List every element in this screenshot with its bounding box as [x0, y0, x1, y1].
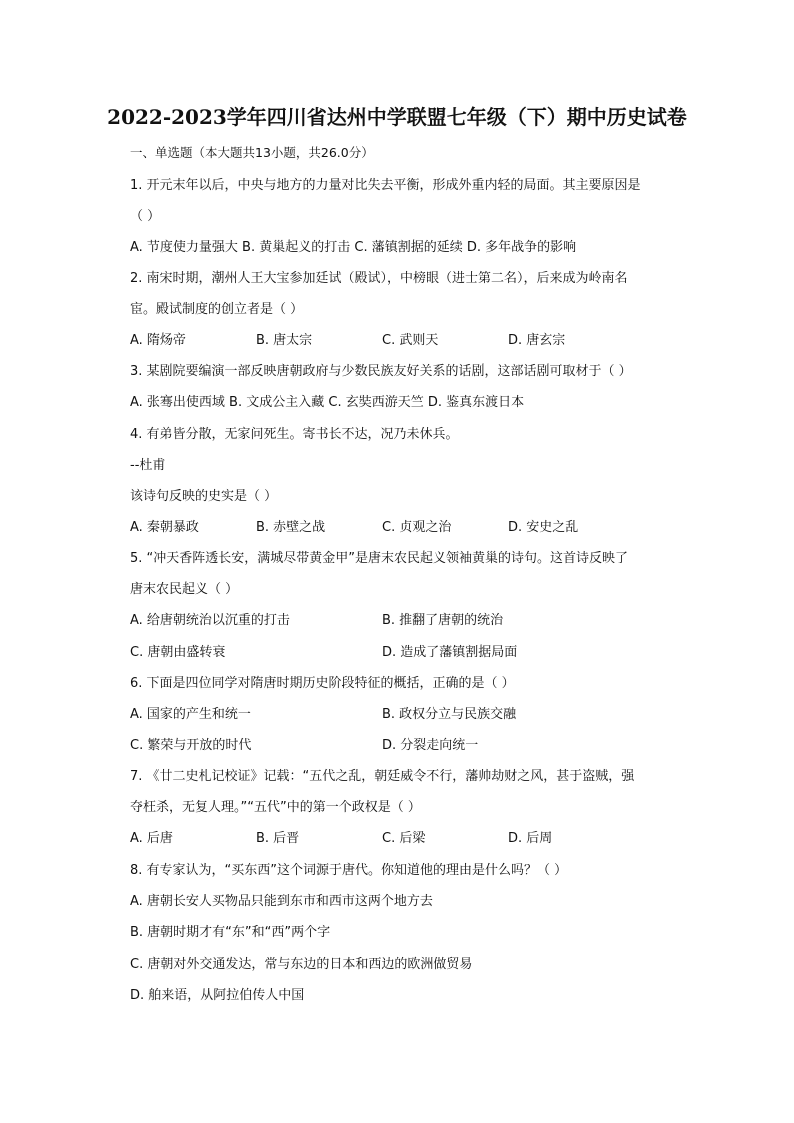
q7-stem-line1: 7. 《廿二史札记校证》记载：“五代之乱，朝廷威令不行，藩帅劫财之风，甚于盗贼，强 — [130, 769, 635, 784]
q1-options: A. 节度使力量强大 B. 黄巢起义的打击 C. 藩镇割据的延续 D. 多年战争的影响 — [130, 240, 577, 255]
q7-stem-line2: 夺枉杀，无复人理。”“五代”中的第一个政权是（ ） — [130, 800, 421, 815]
q7-option-c: C. 后梁 — [382, 831, 426, 846]
q6-option-d: D. 分裂走向统一 — [382, 738, 479, 753]
q2-option-c: C. 武则天 — [382, 333, 439, 348]
exam-title: 2022-2023学年四川省达州中学联盟七年级（下）期中历史试卷 — [107, 105, 687, 129]
q2-stem-line1: 2. 南宋时期，潮州人王大宝参加廷试（殿试），中榜眼（进士第二名），后来成为岭南名 — [130, 271, 628, 286]
q2-option-a: A. 隋炀帝 — [130, 333, 186, 348]
q7-option-a: A. 后唐 — [130, 831, 173, 846]
q6-stem-line1: 6. 下面是四位同学对隋唐时期历史阶段特征的概括，正确的是（ ） — [130, 676, 515, 691]
q6-option-b: B. 政权分立与民族交融 — [382, 707, 517, 722]
q8-option-a: A. 唐朝长安人买物品只能到东市和西市这两个地方去 — [130, 894, 433, 909]
q3-options: A. 张骞出使西域 B. 文成公主入藏 C. 玄奘西游天竺 D. 鉴真东渡日本 — [130, 395, 525, 410]
q5-option-d: D. 造成了藩镇割据局面 — [382, 645, 518, 660]
q6-option-a: A. 国家的产生和统一 — [130, 707, 251, 722]
q2-option-b: B. 唐太宗 — [256, 333, 313, 348]
q4-option-d: D. 安史之乱 — [508, 520, 579, 535]
q5-stem-line1: 5. “冲天香阵透长安，满城尽带黄金甲”是唐末农民起义领袖黄巢的诗句。这首诗反映了 — [130, 551, 629, 566]
q4-option-b: B. 赤壁之战 — [256, 520, 326, 535]
q5-option-c: C. 唐朝由盛转衰 — [130, 645, 226, 660]
q3-stem-line1: 3. 某剧院要编演一部反映唐朝政府与少数民族友好关系的话剧，这部话剧可取材于（ ） — [130, 364, 632, 379]
q7-option-d: D. 后周 — [508, 831, 553, 846]
q7-option-b: B. 后晋 — [256, 831, 300, 846]
q4-option-c: C. 贞观之治 — [382, 520, 452, 535]
q4-stem-line3: 该诗句反映的史实是（ ） — [130, 489, 278, 504]
section-heading: 一、单选题（本大题共13小题，共26.0分） — [130, 145, 374, 160]
q4-stem-line1: 4. 有弟皆分散，无家问死生。寄书长不达，况乃未休兵。 — [130, 427, 459, 442]
q5-option-b: B. 推翻了唐朝的统治 — [382, 613, 504, 628]
q5-option-a: A. 给唐朝统治以沉重的打击 — [130, 613, 290, 628]
q5-stem-line2: 唐末农民起义（ ） — [130, 582, 239, 597]
q1-stem-line1: 1. 开元末年以后，中央与地方的力量对比失去平衡，形成外重内轻的局面。其主要原因是 — [130, 178, 641, 193]
q4-option-a: A. 秦朝暴政 — [130, 520, 199, 535]
q2-stem-line2: 宦。殿试制度的创立者是（ ） — [130, 302, 304, 317]
q8-stem-line1: 8. 有专家认为，“买东西”这个词源于唐代。你知道他的理由是什么吗？（ ） — [130, 863, 568, 878]
q1-stem-line2: （ ） — [130, 209, 161, 224]
q2-option-d: D. 唐玄宗 — [508, 333, 566, 348]
q8-option-b: B. 唐朝时期才有“东”和“西”两个字 — [130, 925, 331, 940]
q6-option-c: C. 繁荣与开放的时代 — [130, 738, 252, 753]
q8-option-d: D. 舶来语，从阿拉伯传人中国 — [130, 988, 305, 1003]
q4-author: --杜甫 — [130, 458, 166, 473]
q8-option-c: C. 唐朝对外交通发达，常与东边的日本和西边的欧洲做贸易 — [130, 957, 473, 972]
